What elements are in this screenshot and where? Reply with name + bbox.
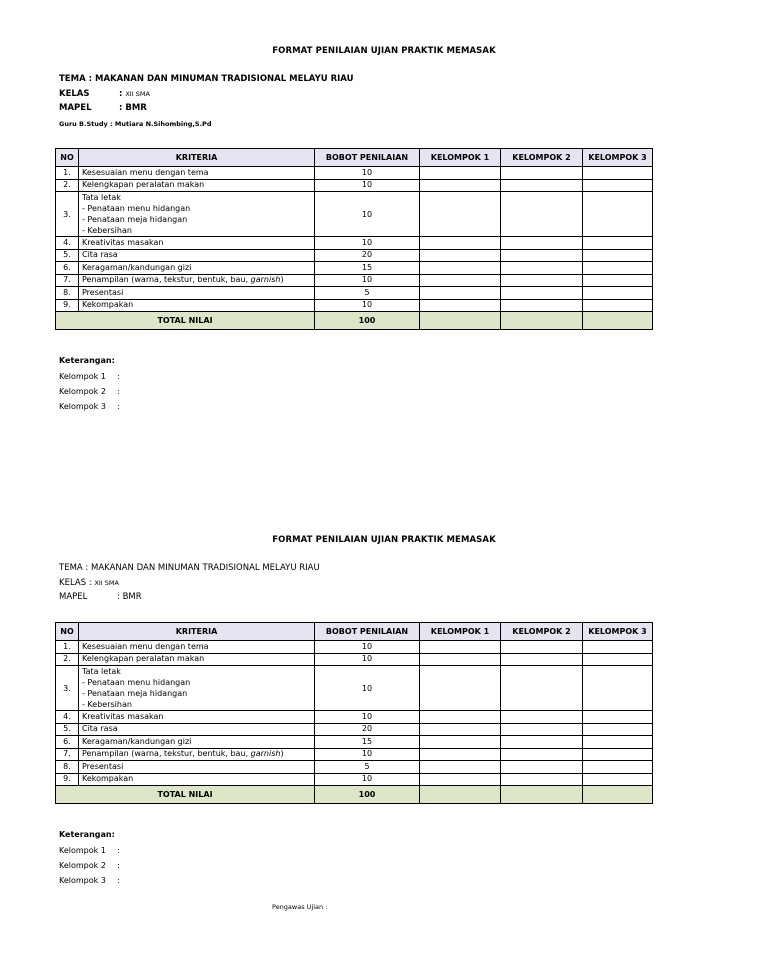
score-cell-k2[interactable]: [501, 192, 583, 237]
table-row: [56, 167, 653, 180]
mapel-label: MAPEL: [59, 103, 92, 113]
score-cell-k1[interactable]: [420, 711, 501, 724]
score-cell-k1[interactable]: [420, 192, 501, 237]
table-row: [56, 192, 653, 237]
score-cell-k1[interactable]: [420, 167, 501, 180]
header-kriteria: KRITERIA: [79, 149, 315, 167]
score-cell-k3[interactable]: [583, 237, 653, 250]
page-title-2: FORMAT PENILAIAN UJIAN PRAKTIK MEMASAK: [272, 535, 496, 545]
score-cell-k2[interactable]: [501, 773, 583, 786]
row-no: 2.: [56, 653, 79, 666]
table-header-row: [56, 149, 653, 167]
total-cell-k1[interactable]: [420, 786, 501, 804]
row-kriteria: Kreativitas masakan: [79, 711, 315, 724]
header-bobot: BOBOT PENILAIAN: [315, 149, 420, 167]
score-cell-k3[interactable]: [583, 262, 653, 275]
total-value: 100: [315, 312, 420, 330]
row-bobot: 10: [315, 179, 420, 192]
score-cell-k3[interactable]: [583, 192, 653, 237]
kriteria-line: Tata letak: [82, 193, 121, 202]
header-kriteria: KRITERIA: [79, 623, 315, 641]
mapel-line-2: MAPEL : BMR: [59, 592, 142, 602]
table-row: [56, 237, 653, 250]
table-row: [56, 653, 653, 666]
row-kriteria: Kesesuaian menu dengan tema: [79, 641, 315, 654]
score-cell-k2[interactable]: [501, 167, 583, 180]
score-cell-k1[interactable]: [420, 773, 501, 786]
score-cell-k2[interactable]: [501, 262, 583, 275]
kriteria-line: - Penataan meja hidangan: [82, 215, 188, 224]
score-cell-k1[interactable]: [420, 274, 501, 287]
score-cell-k3[interactable]: [583, 748, 653, 761]
header-kelompok-3: KELOMPOK 3: [583, 149, 653, 167]
score-cell-k3[interactable]: [583, 641, 653, 654]
table-row: [56, 748, 653, 761]
mapel-label: MAPEL: [59, 592, 88, 602]
row-kriteria: Penampilan (warna, tekstur, bentuk, bau, garnish): [79, 748, 315, 761]
keterangan-heading: Keterangan:: [59, 356, 115, 365]
score-cell-k2[interactable]: [501, 748, 583, 761]
table-row: [56, 287, 653, 300]
score-cell-k2[interactable]: [501, 711, 583, 724]
row-bobot: 10: [315, 192, 420, 237]
header-kelompok-2: KELOMPOK 2: [501, 149, 583, 167]
row-bobot: 10: [315, 653, 420, 666]
row-no: 3.: [56, 192, 79, 237]
row-no: 7.: [56, 274, 79, 287]
kelas-label: KELAS: [59, 89, 90, 99]
total-value: 100: [315, 786, 420, 804]
score-cell-k2[interactable]: [501, 249, 583, 262]
score-cell-k1[interactable]: [420, 237, 501, 250]
table-row: [56, 274, 653, 287]
keterangan-item: Kelompok 2 :: [59, 387, 120, 396]
row-bobot: 10: [315, 748, 420, 761]
total-cell-k3[interactable]: [583, 786, 653, 804]
row-kriteria: Kelengkapan peralatan makan: [79, 653, 315, 666]
score-cell-k2[interactable]: [501, 641, 583, 654]
score-cell-k2[interactable]: [501, 736, 583, 749]
header-kelompok-2: KELOMPOK 2: [501, 623, 583, 641]
row-bobot: 20: [315, 723, 420, 736]
keterangan-item: Kelompok 3 :: [59, 402, 120, 411]
row-no: 1.: [56, 641, 79, 654]
score-cell-k1[interactable]: [420, 262, 501, 275]
tema-label: TEMA: [59, 563, 83, 573]
row-kriteria: Cita rasa: [79, 249, 315, 262]
score-cell-k2[interactable]: [501, 723, 583, 736]
header-kelompok-3: KELOMPOK 3: [583, 623, 653, 641]
table-row: [56, 773, 653, 786]
header-no: NO: [56, 623, 79, 641]
total-cell-k3[interactable]: [583, 312, 653, 330]
row-kriteria: Kekompakan: [79, 773, 315, 786]
score-cell-k1[interactable]: [420, 641, 501, 654]
guru-line: Guru B.Study : Mutiara N.Sihombing,S.Pd: [59, 120, 212, 128]
garnish-italic: garnish: [250, 749, 281, 759]
total-cell-k1[interactable]: [420, 312, 501, 330]
keterangan-item: Kelompok 3 :: [59, 876, 120, 885]
tema-line-2: TEMA : MAKANAN DAN MINUMAN TRADISIONAL MELAYU RIAU: [59, 563, 320, 573]
total-row: [56, 312, 653, 330]
score-cell-k1[interactable]: [420, 653, 501, 666]
row-no: 2.: [56, 179, 79, 192]
assessment-table-1: [55, 148, 653, 330]
score-cell-k2[interactable]: [501, 237, 583, 250]
score-cell-k3[interactable]: [583, 736, 653, 749]
row-bobot: 10: [315, 299, 420, 312]
keterangan-item: Kelompok 1 :: [59, 372, 120, 381]
header-no: NO: [56, 149, 79, 167]
mapel-line-1: MAPEL : BMR: [59, 103, 147, 113]
row-no: 1.: [56, 167, 79, 180]
row-kriteria: [79, 666, 315, 711]
row-no: 5.: [56, 723, 79, 736]
row-kriteria: [79, 192, 315, 237]
score-cell-k3[interactable]: [583, 711, 653, 724]
pengawas-label: Pengawas Ujian :: [272, 903, 328, 911]
row-no: 8.: [56, 761, 79, 774]
score-cell-k2[interactable]: [501, 761, 583, 774]
table-row: [56, 249, 653, 262]
page-title-1: FORMAT PENILAIAN UJIAN PRAKTIK MEMASAK: [272, 46, 496, 56]
row-bobot: 10: [315, 167, 420, 180]
header-kelompok-1: KELOMPOK 1: [420, 149, 501, 167]
keterangan-item: Kelompok 2 :: [59, 861, 120, 870]
score-cell-k2[interactable]: [501, 274, 583, 287]
table-row: [56, 299, 653, 312]
kelas-value: XII SMA: [125, 90, 150, 98]
table-row: [56, 179, 653, 192]
row-kriteria: Presentasi: [79, 761, 315, 774]
total-label: TOTAL NILAI: [56, 786, 315, 804]
row-no: 6.: [56, 262, 79, 275]
row-bobot: 10: [315, 274, 420, 287]
row-kriteria: Kreativitas masakan: [79, 237, 315, 250]
score-cell-k3[interactable]: [583, 287, 653, 300]
row-kriteria: Kelengkapan peralatan makan: [79, 179, 315, 192]
score-cell-k3[interactable]: [583, 773, 653, 786]
assessment-table-2: [55, 622, 653, 804]
score-cell-k1[interactable]: [420, 748, 501, 761]
row-bobot: 10: [315, 237, 420, 250]
total-label: TOTAL NILAI: [56, 312, 315, 330]
score-cell-k2[interactable]: [501, 666, 583, 711]
mapel-value: BMR: [122, 592, 142, 602]
tema-value: MAKANAN DAN MINUMAN TRADISIONAL MELAYU RIAU: [91, 563, 320, 573]
row-bobot: 15: [315, 736, 420, 749]
kelas-label: KELAS: [59, 578, 87, 588]
kelas-line-1: KELAS : XII SMA: [59, 89, 150, 99]
row-bobot: 10: [315, 641, 420, 654]
score-cell-k1[interactable]: [420, 736, 501, 749]
row-no: 4.: [56, 711, 79, 724]
row-bobot: 10: [315, 773, 420, 786]
row-kriteria: Keragaman/kandungan gizi: [79, 736, 315, 749]
keterangan-item: Kelompok 1 :: [59, 846, 120, 855]
kriteria-line: - Kebersihan: [82, 700, 132, 709]
row-bobot: 5: [315, 761, 420, 774]
score-cell-k1[interactable]: [420, 666, 501, 711]
kelas-value: XII SMA: [94, 579, 119, 587]
score-cell-k1[interactable]: [420, 761, 501, 774]
row-no: 7.: [56, 748, 79, 761]
row-bobot: 20: [315, 249, 420, 262]
total-cell-k2[interactable]: [501, 312, 583, 330]
score-cell-k2[interactable]: [501, 653, 583, 666]
header-bobot: BOBOT PENILAIAN: [315, 623, 420, 641]
score-cell-k3[interactable]: [583, 299, 653, 312]
table-header-row: [56, 623, 653, 641]
keterangan-block-2: [59, 830, 120, 888]
row-kriteria: Cita rasa: [79, 723, 315, 736]
total-cell-k2[interactable]: [501, 786, 583, 804]
row-no: 8.: [56, 287, 79, 300]
row-bobot: 15: [315, 262, 420, 275]
table-row: [56, 641, 653, 654]
score-cell-k1[interactable]: [420, 179, 501, 192]
tema-label: TEMA: [59, 74, 86, 84]
header-kelompok-1: KELOMPOK 1: [420, 623, 501, 641]
kriteria-line: - Penataan menu hidangan: [82, 204, 191, 213]
row-kriteria: Presentasi: [79, 287, 315, 300]
score-cell-k2[interactable]: [501, 287, 583, 300]
row-kriteria: Keragaman/kandungan gizi: [79, 262, 315, 275]
score-cell-k3[interactable]: [583, 761, 653, 774]
row-kriteria: Kesesuaian menu dengan tema: [79, 167, 315, 180]
row-no: 6.: [56, 736, 79, 749]
score-cell-k1[interactable]: [420, 249, 501, 262]
kelas-line-2: KELAS : XII SMA: [59, 578, 119, 588]
row-no: 9.: [56, 299, 79, 312]
score-cell-k2[interactable]: [501, 179, 583, 192]
table-row: [56, 711, 653, 724]
kriteria-line: - Penataan meja hidangan: [82, 689, 188, 698]
keterangan-heading: Keterangan:: [59, 830, 115, 839]
score-cell-k2[interactable]: [501, 299, 583, 312]
tema-value: MAKANAN DAN MINUMAN TRADISIONAL MELAYU RIAU: [94, 74, 354, 84]
kriteria-line: - Kebersihan: [82, 226, 132, 235]
table-row: [56, 666, 653, 711]
garnish-italic: garnish: [250, 275, 281, 285]
table-row: [56, 736, 653, 749]
score-cell-k3[interactable]: [583, 274, 653, 287]
kriteria-line: - Penataan menu hidangan: [82, 678, 191, 687]
mapel-value: BMR: [125, 103, 147, 113]
row-no: 5.: [56, 249, 79, 262]
row-bobot: 10: [315, 711, 420, 724]
keterangan-block-1: [59, 356, 120, 414]
table-row: [56, 262, 653, 275]
score-cell-k1[interactable]: [420, 723, 501, 736]
tema-line-1: TEMA : MAKANAN DAN MINUMAN TRADISIONAL MELAYU RIAU: [59, 74, 354, 84]
score-cell-k1[interactable]: [420, 287, 501, 300]
row-bobot: 5: [315, 287, 420, 300]
row-kriteria: Penampilan (warna, tekstur, bentuk, bau, garnish): [79, 274, 315, 287]
row-bobot: 10: [315, 666, 420, 711]
score-cell-k1[interactable]: [420, 299, 501, 312]
row-no: 3.: [56, 666, 79, 711]
score-cell-k3[interactable]: [583, 249, 653, 262]
table-row: [56, 723, 653, 736]
row-kriteria: Kekompakan: [79, 299, 315, 312]
score-cell-k3[interactable]: [583, 167, 653, 180]
kriteria-line: Tata letak: [82, 667, 121, 676]
row-no: 4.: [56, 237, 79, 250]
score-cell-k3[interactable]: [583, 179, 653, 192]
table-row: [56, 761, 653, 774]
row-no: 9.: [56, 773, 79, 786]
score-cell-k3[interactable]: [583, 666, 653, 711]
score-cell-k3[interactable]: [583, 653, 653, 666]
total-row: [56, 786, 653, 804]
score-cell-k3[interactable]: [583, 723, 653, 736]
